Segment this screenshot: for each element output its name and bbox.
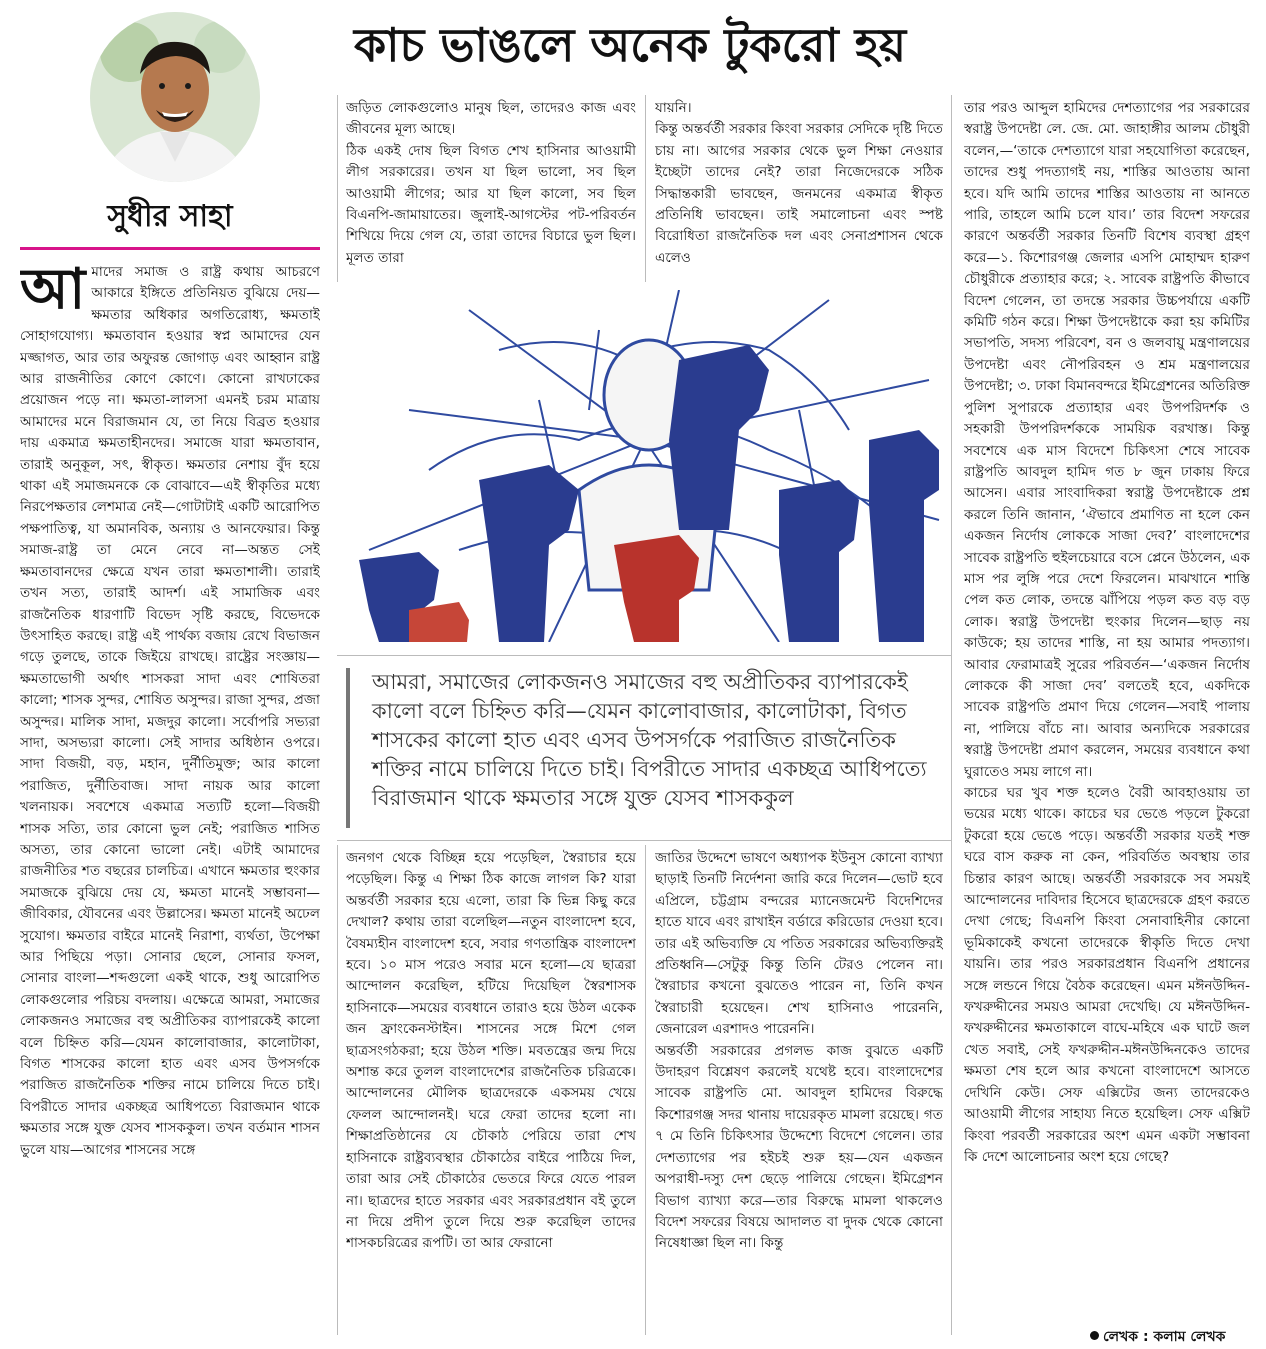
pull-quote: আমরা, সমাজের লোকজনও সমাজের বহু অপ্রীতিকর ব্যাপারকেই কালো বলে চিহ্নিত করি—যেমন কালোবাজার, কালোটাকা, বিগত শাসকের কালো হাত এবং এসব উপসর্গকে পরাজিত রাজনৈতিক শক্তির নামে চালিয়ে দিতে চাই। বিপরীতে সাদার একচ্ছত্র আধিপত্যে বিরাজমান থাকে ক্ষমতার সঙ্গে যুক্ত যেসব শাসককুল [346,668,950,828]
column-rule [337,845,338,1335]
column-rule [337,95,338,282]
article-column-2-bottom: জনগণ থেকে বিচ্ছিন্ন হয়ে পড়েছিল, স্বৈরাচার হয়ে পড়েছিল। কিন্তু এ শিক্ষা ঠিক কাজে লাগল কি? যারা অন্তর্বর্তী সরকার হয়ে এলো, তারা কি ভিন্ন কিছু করে দেখাল? কথায় তারা বলেছিল—নতুন বাংলাদেশ হবে, বৈষম্যহীন বাংলাদেশ হবে, সবার গণতান্ত্রিক বাংলাদেশ হবে। ১০ মাস পরেও সবার মনে হলো—যে ছাত্ররা আন্দোলন করেছিল, হটিয়ে দিয়েছিল স্বৈরশাসক হাসিনাকে—সময়ের ব্যবধানে তারাও হয়ে উঠল একেক জন ফ্রাংকেনস্টাইন। শাসনের সঙ্গে মিশে গেল ছাত্রসংগঠকরা; হয়ে উঠল শক্তি। মবতন্ত্রের জন্ম দিয়ে অশান্ত করে তুলল বাংলাদেশের রাজনৈতিক চরিত্রকে। আন্দোলনের মৌলিক ছাত্রদেরকে একসময় খেয়ে ফেলল আন্দোলনই। ঘরে ফেরা তাদের হলো না। শিক্ষাপ্রতিষ্ঠানের যে চৌকাঠ পেরিয়ে তারা শেখ হাসিনাকে রাষ্ট্রব্যবস্থার চৌকাঠের বাইরে পাঠিয়ে দিল, তারা আর সেই চৌকাঠের ভেতরে ফিরে যেতে পারল না। ছাত্রদের হাতে সরকার এবং সরকারপ্রধান বই তুলে না দিয়ে প্রদীপ তুলে দিয়ে শুরু করেছিল তাদের শাসকচরিত্রের রূপটি। তা আর ফেরানো [346,850,636,1252]
pull-quote-bottom-rule [337,840,951,841]
article-column-3-top: যায়নি। কিন্তু অন্তর্বর্তী সরকার কিংবা সরকার সেদিকে দৃষ্টি দিতে চায় না। আগের সরকার থেকে ভুল শিক্ষা নেওয়ার ইচ্ছেটা তাদের নেই? তারা নিজেদেরকে সঠিক সিদ্ধান্তকারী ভাবছেন, জনমনের একমাত্র স্বীকৃত প্রতিনিধি ভাবছেন। তাই সমালোচনা এবং স্পষ্ট বিরোধিতা রাজনৈতিক দল এবং সেনাপ্রশাসন থেকে এলেও [655,100,943,266]
byline [1090,1325,1225,1349]
article-column-1 [20,262,320,1327]
pull-quote-top-rule [337,655,951,656]
column-rule [645,95,646,282]
article-column-3-bottom: জাতির উদ্দেশে ভাষণে অধ্যাপক ইউনুস কোনো ব্যাখ্যা ছাড়াই তিনটি নির্দেশনা জারি করে দিলেন—ভোট হবে এপ্রিলে, চট্টগ্রাম বন্দরের ম্যানেজমেন্ট বিদেশিদের হাতে যাবে এবং রাখাইন বর্ডারে করিডোর দেওয়া হবে। তার এই অভিব্যক্তি যে পতিত সরকারের অভিব্যক্তিরই প্রতিধ্বনি—সেটুকু কিন্তু তিনি টেরও পেলেন না। স্বৈরাচার কখনো বুঝতেও পারেন না, তিনি কখন স্বৈরাচারী হয়েছেন। শেখ হাসিনাও পারেননি, জেনারেল এরশাদও পারেননি। অন্তর্বর্তী সরকারের প্রগলভ কাজ বুঝতে একটি উদাহরণ বিশ্লেষণ করলেই যথেষ্ট হবে। বাংলাদেশের সাবেক রাষ্ট্রপতি মো. আবদুল হামিদের বিরুদ্ধে কিশোরগঞ্জ সদর থানায় দায়েরকৃত মামলা রয়েছে। গত ৭ মে তিনি চিকিৎসার উদ্দেশ্যে বিদেশে গেলেন। তার দেশত্যাগের পর হইচই শুরু হয়—যেন একজন অপরাধী-দস্যু দেশ ছেড়ে পালিয়ে গেছেন। ইমিগ্রেশন বিভাগ ব্যাখ্যা করে—তার বিরুদ্ধে মামলা থাকলেও বিদেশ সফরের বিষয়ে আদালত বা দুদক থেকে কোনো নিষেধাজ্ঞা ছিল না। কিন্তু [655,850,943,1252]
raised-fists-illustration [349,290,941,642]
author-portrait [90,12,260,182]
column-rule [645,845,646,1335]
article-column-4: তার পরও আব্দুল হামিদের দেশত্যাগের পর সরকারের স্বরাষ্ট্র উপদেষ্টা লে. জে. মো. জাহাঙ্গীর আলম চৌধুরী বলেন,—‘তাকে দেশত্যাগে যারা সহযোগিতা করেছেন, তাদের শুধু পদত্যাগই নয়, শাস্তির আওতায় আনা হবে। যদি আমি তাদের শাস্তির আওতায় না আনতে পারি, তাহলে আমি চলে যাব।’ তার বিদেশ সফরের কারণে অন্তর্বর্তী সরকার তিনটি বিশেষ ব্যবস্থা গ্রহণ করে—১. কিশোরগঞ্জ জেলার এসপি মোহাম্মদ হারুণ চৌধুরীকে প্রত্যাহার করে; ২. সাবেক রাষ্ট্রপতি কীভাবে বিদেশ গেলেন, তা তদন্তে সরকার উচ্চপর্যায়ে একটি কমিটি গঠন করে। শিক্ষা উপদেষ্টাকে করা হয় কমিটির সভাপতি, সদস্য পরিবেশ, বন ও জলবায়ু মন্ত্রণালয়ের উপদেষ্টা এবং নৌপরিবহন ও শ্রম মন্ত্রণালয়ের উপদেষ্টা; ৩. ঢাকা বিমানবন্দরে ইমিগ্রেশনের অতিরিক্ত পুলিশ সুপারকে প্রত্যাহার এবং উপপরিদর্শক ও সহকারী উপপরিদর্শককে সাময়িক বরখাস্ত। কিন্তু সবশেষে এক মাস বিদেশে চিকিৎসা শেষে সাবেক রাষ্ট্রপতি আবদুল হামিদ গত ৮ জুন ঢাকায় ফিরে আসেন। এবার সাংবাদিকরা স্বরাষ্ট্র উপদেষ্টাকে প্রশ্ন করলে তিনি জানান, ‘ঐভাবে প্রমাণিত না হলে কেন একজন নির্দোষ লোককে সাজা দেব?’ বাংলাদেশের সাবেক রাষ্ট্রপতি হুইলচেয়ারে বসে প্লেনে উঠলেন, এক মাস পর লুঙ্গি পরে দেশে ফিরলেন। মাঝখানে শাস্তি পেল কত লোক, তদন্তে ঝাঁপিয়ে পড়ল কত বড় বড় লোক। স্বরাষ্ট্র উপদেষ্টা হুংকার দিলেন—ছাড় নয় কাউকে; হয় তাদের শাস্তি, না হয় আমার পদত্যাগ। আবার ফেরামাত্রই সুরের পরিবর্তন—‘একজন নির্দোষ লোককে কী সাজা দেব’ বলতেই হবে, একদিকে সাবেক রাষ্ট্রপতি প্রমাণ দিয়ে গেলেন—সবাই পালায় না, পালিয়ে বাঁচে না। আবার অন্যদিকে সরকারের স্বরাষ্ট্র উপদেষ্টা প্রমাণ করলেন, সময়ের ব্যবধানে কথা ঘুরাতেও সময় লাগে না। কাচের ঘর খুব শক্ত হলেও বৈরী আবহাওয়ায় তা ভয়ের মধ্যে থাকে। কাচের ঘর ভেঙে পড়লে টুকরো টুকরো হয়ে ভেঙে পড়ে। অন্তর্বর্তী সরকার যতই শক্ত ঘরে বাস করুক না কেন, পরিবর্তিত অবস্থায় তার চিন্তার কারণ আছে। অন্তর্বর্তী সরকারকে সব সময়ই আন্দোলনের দাবিদার হিসেবে ছাত্রদেরকে গ্রহণ করতে দেখা গেছে; বিএনপি কিংবা সেনাবাহিনীর কোনো ভূমিকাকেই কখনো তাদেরকে স্বীকৃতি দিতে দেখা যায়নি। তার পরও সরকারপ্রধান বিএনপি প্রধানের সঙ্গে লন্ডনে গিয়ে বৈঠক করেছেন। এমন মঈনউদ্দিন-ফখরুদ্দীনের সময়ও আমরা দেখেছি। যে মঈনউদ্দিন-ফখরুদ্দীনের ক্ষমতাকালে বাঘে-মহিষে এক ঘাটে জল খেত সবাই, সেই ফখরুদ্দীন-মঈনউদ্দিনকেও তাদের ক্ষমতা শেষ হলে আর কখনো বাংলাদেশে আসতে দেখিনি কেউ। সেফ এক্সিটের জন্য তাদেরকেও আওয়ামী লীগের সাহায্য নিতে হয়েছিল। সেফ এক্সিট কিংবা পরবর্তী সরকারের অংশ এমন একটা সম্ভাবনা কি দেশে আলোচনার অংশ হয়ে গেছে? [964,100,1250,1165]
drop-cap: আ [20,262,86,322]
author-divider [20,247,320,250]
column-1-text: মাদের সমাজ ও রাষ্ট্র কথায় আচরণে আকারে ইঙ্গিতে প্রতিনিয়ত বুঝিয়ে দেয়—ক্ষমতার অধিকার অগতিরোধ্য, ক্ষমতাই সোহাগযোগ্য। ক্ষমতাবান হওয়ার স্বপ্ন আমাদের যেন মজ্জাগত, আর তার অফুরন্ত জোগাড় এবং আহ্বান রাষ্ট্র আর রাজনীতির কোণে কোণে। কোনো রাখঢাকের প্রয়োজন পড়ে না। ক্ষমতা-লালসা এমনই চরম মাত্রায় আমাদের মনে বিরাজমান যে, তা নিয়ে বিব্রত হওয়ার দায় একমাত্র ক্ষমতাহীনদের। সমাজে যারা ক্ষমতাবান, তারাই অনুকূল, সৎ, স্বীকৃত। ক্ষমতার নেশায় বুঁদ হয়ে থাকা এই সমাজমনকে কে বোঝাবে—এই স্বীকৃতির মধ্যে নিরপেক্ষতার লেশমাত্র নেই—গোটাটাই একটি আরোপিত পক্ষপাতিত্ব, যা অমানবিক, অন্যায় ও আনফেয়ার। কিন্তু সমাজ-রাষ্ট্র তা মেনে নেবে না—অন্তত সেই ক্ষমতাবানদের ক্ষেত্রে যখন তারা ক্ষমতাশালী। তারাই তখন সত্য, তারাই আদর্শ। এই সামাজিক এবং রাজনৈতিক ধারণাটি বিভেদ সৃষ্টি করছে, বিভেদকে উৎসাহিত করছে। রাষ্ট্র এই পার্থক্য বজায় রেখে বিভাজন গড়ে তুলছে, তাকে জিইয়ে রাখছে। রাষ্ট্রের সংজ্ঞায়—ক্ষমতাভোগী অর্থাৎ শাসকরা সাদা এবং শোষিতরা কালো; শাসক সুন্দর, শোষিত অসুন্দর। রাজা সুন্দর, প্রজা অসুন্দর। মালিক সাদা, মজদুর কালো। সর্বোপরি সভ্যরা সাদা, অসভ্যরা কালো। সেই সাদার অধিষ্ঠান ওপরে। সাদা বিজয়ী, বড়, মহান, দুর্নীতিমুক্ত; আর কালো পরাজিত, দুর্নীতিবাজ। সাদা নায়ক আর কালো খলনায়ক। সবশেষে একমাত্র সত্যটি হলো—বিজয়ী শাসক সত্যি, তার কোনো ভুল নেই; পরাজিত শাসিত অসত্য, তার কোনো ভালো নেই। এটাই আমাদের রাজনীতির শত বছরের চালচিত্র। এখানে ক্ষমতার হুংকার সমাজকে বুঝিয়ে দেয় যে, ক্ষমতা মানেই সম্ভাবনা—জীবিকার, যৌবনের এবং উল্লাসের। ক্ষমতা মানেই অঢেল সুযোগ। ক্ষমতার বাইরে মানেই নিরাশা, ব্যর্থতা, উপেক্ষা আর পিছিয়ে পড়া। সোনার ছেলে, সোনার ফসল, সোনার বাংলা—শব্দগুলো একই থাকে, শুধু আরোপিত লোকগুলোর পরিচয় বদলায়। এক্ষেত্রে আমরা, সমাজের লোকজনও সমাজের বহু অপ্রীতিকর ব্যাপারকেই কালো বলে চিহ্নিত করি—যেমন কালোবাজার, কালোটাকা, বিগত শাসকের কালো হাত এবং এসব উপসর্গকে পরাজিত রাজনৈতিক শক্তির নামে চালিয়ে দিতে চাই। বিপরীতে সাদার একচ্ছত্র আধিপত্যে বিরাজমান থাকে ক্ষমতার সঙ্গে যুক্ত যেসব শাসককুল। তখন বর্তমান শাসন ভুলে যায়—আগের শাসনের সঙ্গে [20,264,320,1158]
author-name: সুধীর সাহা [107,199,233,234]
byline-text: লেখক : কলাম লেখক [1103,1329,1226,1345]
article-column-2-top: জড়িত লোকগুলোও মানুষ ছিল, তাদেরও কাজ এবং জীবনের মূল্য আছে। ঠিক একই দোষ ছিল বিগত শেখ হাসিনার আওয়ামী লীগ সরকারের। তখন যা ছিল ভালো, সব ছিল আওয়ামী লীগের; আর যা ছিল কালো, সব ছিল বিএনপি-জামায়াতের। জুলাই-আগস্টের পট-পরিবর্তন শিখিয়ে দিয়ে গেল যে, তারা তাদের বিচারে ভুল ছিল। মূলত তারা [346,100,636,266]
headline: কাচ ভাঙলে অনেক টুকরো হয় [353,18,907,72]
column-rule [951,95,952,1335]
bullet-dot-icon [1090,1331,1099,1340]
